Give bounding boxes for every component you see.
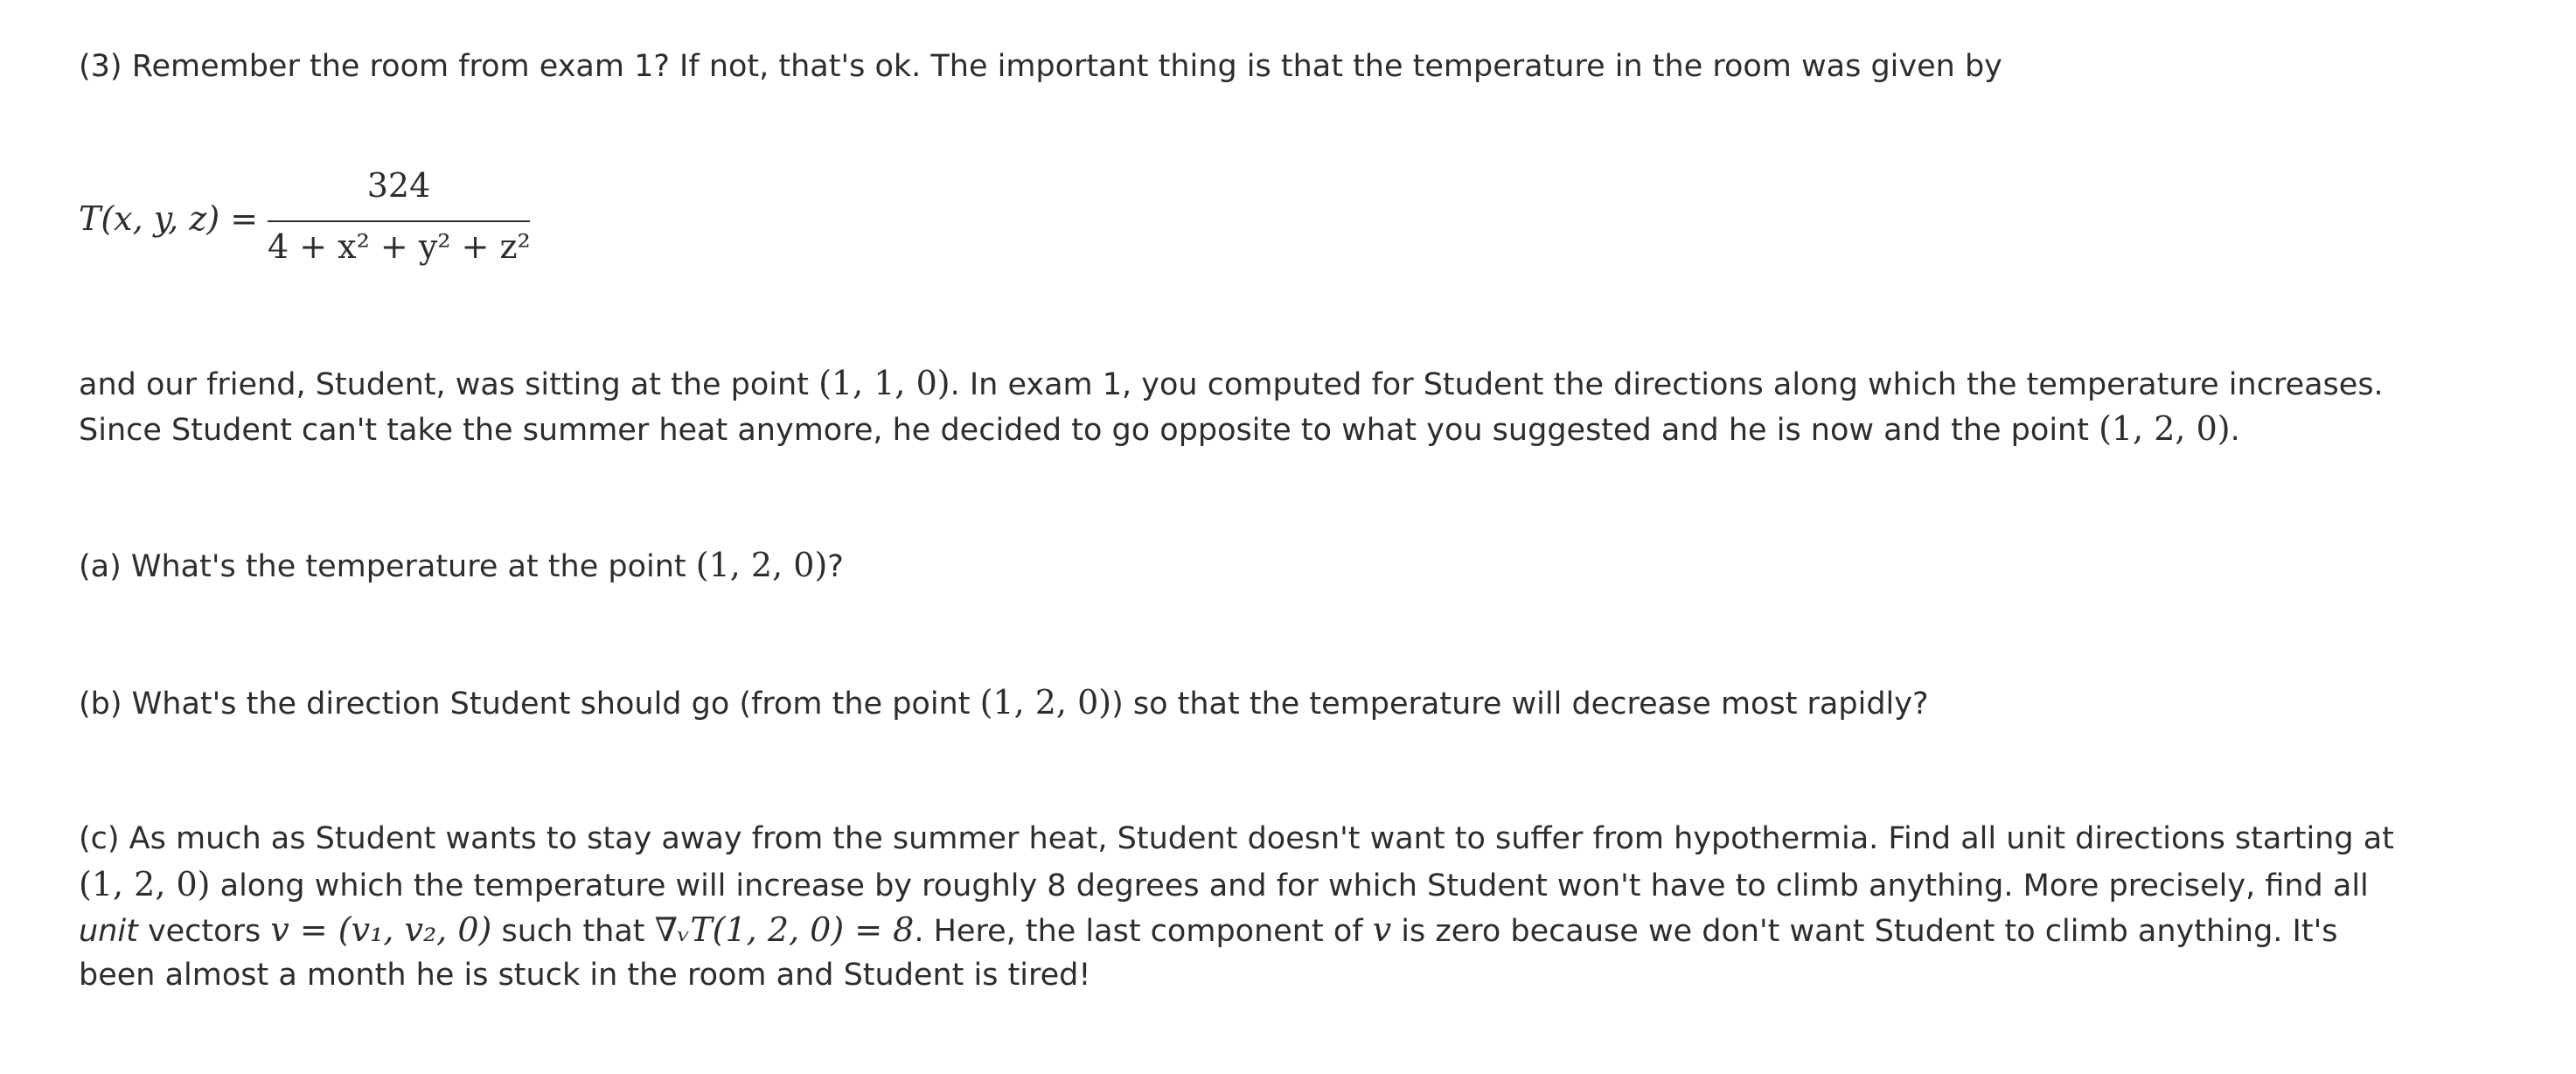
point-math: (1, 2, 0) — [979, 683, 1112, 722]
gradient-math: ∇ᵥT(1, 2, 0) = 8 — [654, 910, 915, 949]
point-math: (1, 2, 0) — [79, 865, 211, 903]
part-c-line-4: been almost a month he is stuck in the room and Student is tired! — [79, 958, 1091, 993]
formula-numerator: 324 — [366, 166, 431, 205]
unit-emphasis: unit — [79, 914, 138, 949]
vector-math: v = (v₁, v₂, 0) — [270, 910, 492, 949]
part-c-line-2: (1, 2, 0) along which the temperature will increase by roughly 8 degrees and for which Student won't have to climb anything. More precisely, find all — [79, 865, 2369, 903]
part-c-line-1: (c) As much as Student wants to stay away from the summer heat, Student doesn't want to suffer from hypothermia. Find all unit directions starting at — [79, 821, 2394, 856]
fraction-bar — [268, 220, 530, 222]
part-a: (a) What's the temperature at the point (1, 2, 0)? — [79, 546, 844, 584]
formula-lhs: T(x, y, z) = — [79, 199, 259, 238]
part-c-line-3: unit vectors v = (v₁, v₂, 0) such that ∇ᵥT(1, 2, 0) = 8. Here, the last component of v is zero because we don't want Student to climb anything. It's — [79, 910, 2338, 949]
point-math: (1, 1, 0) — [818, 364, 950, 402]
context-line-2: Since Student can't take the summer heat anymore, he decided to go opposite to what you suggested and he is now and the point (1, 2, 0). — [79, 409, 2240, 448]
point-math: (1, 2, 0) — [2099, 409, 2231, 448]
part-b: (b) What's the direction Student should go (from the point (1, 2, 0)) so that the temperature will decrease most rapidly? — [79, 683, 1929, 722]
question-intro: (3) Remember the room from exam 1? If not, that's ok. The important thing is that the temperature in the room was given by — [79, 49, 2002, 84]
point-math: (1, 2, 0) — [695, 546, 828, 584]
v-math: v — [1372, 910, 1392, 949]
context-line-1: and our friend, Student, was sitting at the point (1, 1, 0). In exam 1, you computed for Student the directions along which the temperature increases. — [79, 364, 2384, 402]
formula-denominator: 4 + x² + y² + z² — [268, 227, 531, 266]
